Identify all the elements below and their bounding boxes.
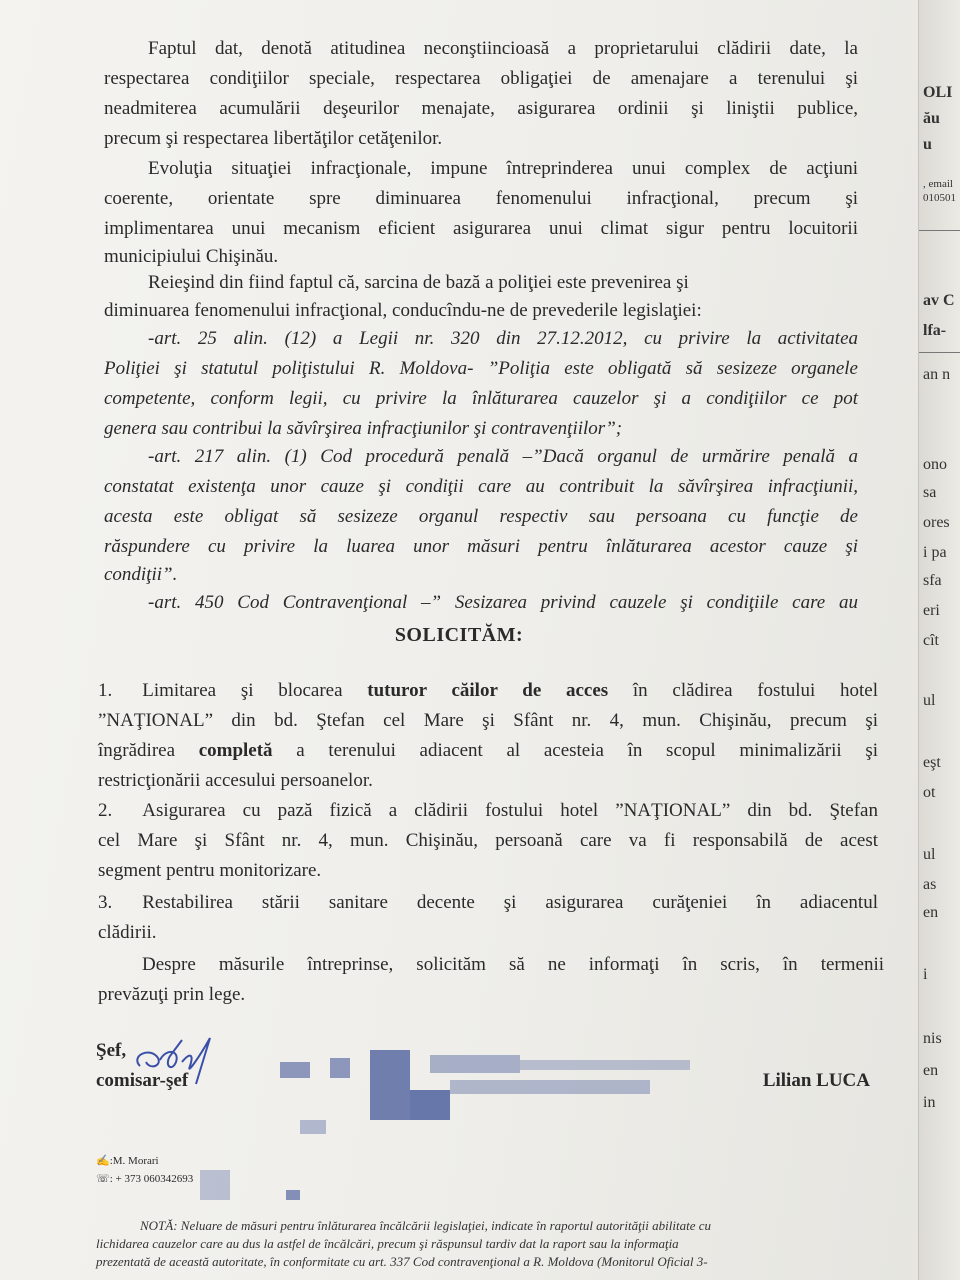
item-number: 3. [98, 892, 113, 913]
side-text: av C [923, 292, 955, 309]
text-line: neadmiterea acumulării deşeurilor menajate, asigurarea ordinii şi liniştii publice, [104, 98, 858, 119]
side-text: cît [923, 632, 939, 649]
footnote: prezentată de această autoritate, în conformitate cu art. 337 Cod contravenţional a R. Moldova (Monitorul Oficial 3- [96, 1254, 708, 1269]
text-line: segment pentru monitorizare. [98, 860, 322, 881]
side-text: 010501 [923, 192, 956, 204]
law-citation-line: -art. 217 alin. (1) Cod procedură penală –”Dacă organul de urmărire penală a [148, 446, 858, 467]
side-text: sa [923, 484, 937, 501]
text-line: precum şi respectarea libertăţilor cetăţenilor. [104, 128, 443, 149]
side-text: an n [923, 366, 951, 383]
law-citation-line: -art. 450 Cod Contravenţional –” Sesizarea privind cauzele şi condiţiile care au [148, 592, 858, 613]
side-text: ul [923, 846, 936, 863]
request-item-2 [98, 800, 878, 822]
text-line: respectarea condiţiilor speciale, respectarea obligaţiei de amenajare a terenului şi [104, 68, 858, 89]
divider [919, 230, 960, 231]
footnote: lichidarea cauzelor care au dus la astfel de încălcări, precum şi răspunsul tardiv dat la raport sau la informaţia [96, 1236, 679, 1251]
text-line: Despre măsurile întreprinse, solicităm să ne informaţi în scris, în termenii [142, 954, 884, 975]
side-text: i pa [923, 544, 947, 561]
text-line: ”NAŢIONAL” din bd. Ştefan cel Mare şi Sfânt nr. 4, mun. Chişinău, precum şi [98, 710, 878, 731]
text-line: municipiului Chişinău. [104, 246, 279, 267]
side-text: sfa [923, 572, 942, 589]
item-text: Restabilirea stării sanitare decente şi asigurarea curăţeniei în adiacentul [142, 892, 878, 913]
side-text: i [923, 966, 928, 983]
item-text: Asigurarea cu pază fizică a clădirii fostului hotel ”NAŢIONAL” din bd. Ştefan [142, 800, 878, 821]
law-citation-line: răspundere cu privire la luarea unor măsuri pentru înlăturarea acestor cauze şi [104, 536, 858, 557]
text-line: coerente, orientate spre diminuarea fenomenului infracţional, precum şi [104, 188, 858, 209]
handwritten-signature [120, 1026, 240, 1086]
text-line: implimentarea unui mecanism eficient asigurarea unui climat sigur pentru locuitorii [104, 218, 858, 239]
law-citation-line: constatat existenţa unor cauze şi condiţii care au contribuit la săvîrşirea infracţiunii, [104, 476, 858, 497]
item-number: 2. [98, 800, 113, 821]
text-line: îngrădirea completă a terenului adiacent al acesteia în scopul minimalizării şi [98, 740, 879, 761]
side-text: ău [923, 110, 940, 127]
side-text: ot [923, 784, 936, 801]
item-number: 1. [98, 680, 113, 701]
text-line: Evoluţia situaţiei infracţionale, impune întreprinderea unui complex de acţiuni [148, 158, 858, 179]
text-line: Reieşind din fiind faptul că, sarcina de bază a poliţiei este prevenirea şi [148, 272, 689, 293]
request-item-1 [98, 680, 878, 702]
text-line: diminuarea fenomenului infracţional, conducîndu-ne de prevederile legislaţiei: [104, 300, 702, 321]
text-line: prevăzuţi prin lege. [98, 984, 246, 1005]
divider [919, 352, 960, 353]
text-line: clădirii. [98, 922, 157, 943]
law-citation-line: genera sau contribui la săvîrşirea infracţiunilor şi contravenţiilor”; [104, 418, 623, 439]
signer-name: Lilian LUCA [762, 1070, 870, 1091]
text-line: cel Mare şi Sfânt nr. 4, mun. Chişinău, persoană care va fi responsabilă de acest [98, 830, 878, 851]
side-text: en [923, 904, 939, 921]
request-heading: SOLICITĂM: [394, 624, 524, 646]
law-citation-line: Poliţiei şi statutul poliţistului R. Moldova- ”Poliţia este obligată să sesizeze organele [104, 358, 858, 379]
law-citation-line: -art. 25 alin. (12) a Legii nr. 320 din 27.12.2012, cu privire la activitatea [148, 328, 858, 349]
side-text: , email [923, 178, 953, 190]
side-text: OLI [923, 84, 953, 101]
signer-title: Şef, [96, 1040, 127, 1061]
footnote: NOTĂ: Neluare de măsuri pentru înlăturarea încălcării legislaţiei, indicate în raportul autorităţii abilitate cu [140, 1218, 712, 1233]
text-line: restricţionării accesului persoanelor. [98, 770, 373, 791]
request-item-3 [98, 892, 878, 914]
phone-number: ☏: + 373 060342693 [96, 1173, 194, 1185]
side-text: as [923, 876, 937, 893]
side-text: in [923, 1094, 936, 1111]
side-text: ono [923, 456, 947, 473]
law-citation-line: competente, conform legii, cu privire la înlăturarea cauzelor şi a condiţiilor ce pot [104, 388, 858, 409]
side-text: eşt [923, 754, 941, 771]
side-text: u [923, 136, 932, 153]
law-citation-line: condiţii”. [104, 564, 178, 585]
law-citation-line: acesta este obligat să sesizeze organul respectiv sau persoana cu funcţie de [104, 506, 858, 527]
adjacent-page-edge [918, 0, 960, 1280]
side-text: ul [923, 692, 936, 709]
side-text: ores [923, 514, 950, 531]
side-text: en [923, 1062, 939, 1079]
signer-rank: comisar-şef [96, 1070, 189, 1091]
executor-label: ✍:M. Morari [96, 1155, 159, 1167]
item-text: Limitarea şi blocarea tuturor căilor de acces în clădirea fostului hotel [142, 680, 878, 701]
side-text: nis [923, 1030, 942, 1047]
text-line: Faptul dat, denotă atitudinea neconştiincioasă a proprietarului clădirii date, la [148, 38, 858, 59]
side-text: lfa- [923, 322, 947, 339]
side-text: eri [923, 602, 940, 619]
